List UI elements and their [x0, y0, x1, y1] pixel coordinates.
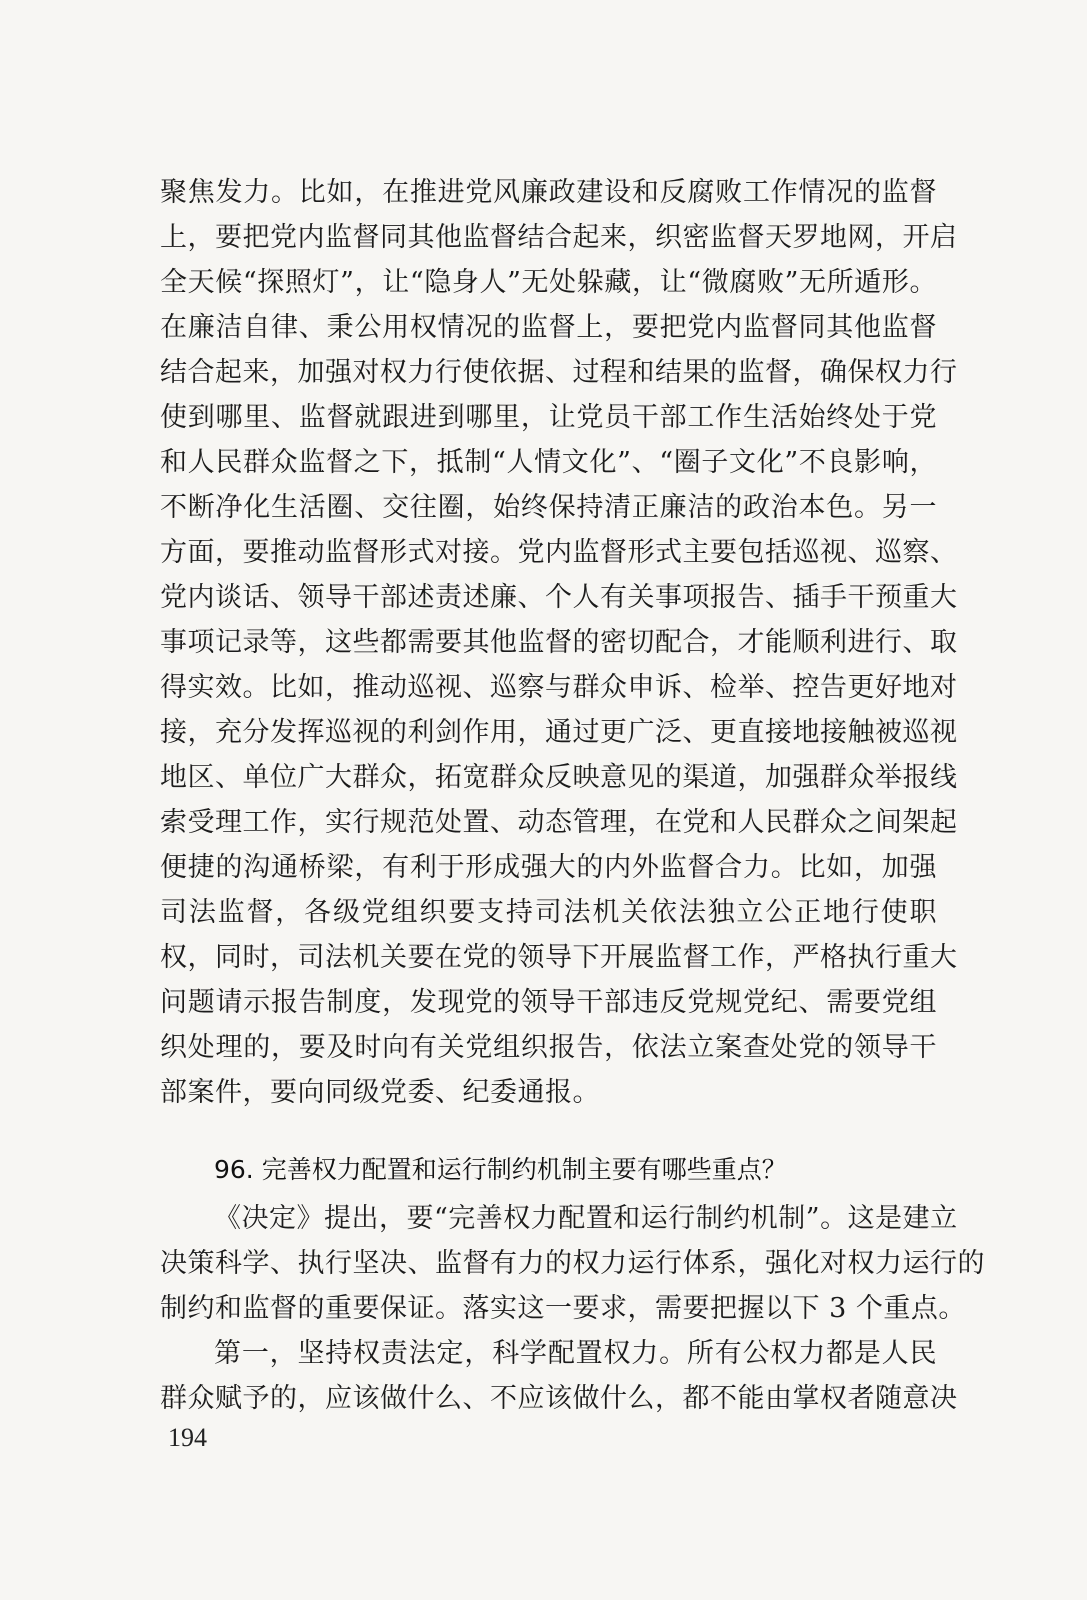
text-line: 《决定》提出，要“完善权力配置和运行制约机制”。这是建立 [214, 1203, 958, 1234]
text-line: 权，同时，司法机关要在党的领导下开展监督工作，严格执行重大 [160, 942, 958, 973]
text-line: 织处理的，要及时向有关党组织报告，依法立案查处党的领导干 [160, 1032, 937, 1063]
text-line: 接，充分发挥巡视的利剑作用，通过更广泛、更直接地接触被巡视 [160, 717, 958, 748]
text-line: 结合起来，加强对权力行使依据、过程和结果的监督，确保权力行 [160, 357, 958, 388]
text-line: 聚焦发力。比如，在推进党风廉政建设和反腐败工作情况的监督 [160, 177, 937, 208]
section-heading: 96. 完善权力配置和运行制约机制主要有哪些重点？ [214, 1155, 787, 1184]
text-line: 决策科学、执行坚决、监督有力的权力运行体系，强化对权力运行的 [160, 1248, 985, 1279]
text-line: 得实效。比如，推动巡视、巡察与群众申诉、检举、控告更好地对 [160, 672, 958, 703]
paragraph-continued [160, 170, 958, 1115]
text-line: 索受理工作，实行规范处置、动态管理，在党和人民群众之间架起 [160, 807, 958, 838]
text-line: 事项记录等，这些都需要其他监督的密切配合，才能顺利进行、取 [160, 627, 958, 658]
text-line: 使到哪里、监督就跟进到哪里，让党员干部工作生活始终处于党 [160, 402, 937, 433]
text-line: 在廉洁自律、秉公用权情况的监督上，要把党内监督同其他监督 [160, 312, 937, 343]
page-number: 194 [168, 1423, 207, 1452]
text-line: 不断净化生活圈、交往圈，始终保持清正廉洁的政治本色。另一 [160, 492, 937, 523]
text-line: 上，要把党内监督同其他监督结合起来，织密监督天罗地网，开启 [160, 222, 958, 253]
paragraph-body [160, 1196, 985, 1421]
text-line: 制约和监督的重要保证。落实这一要求，需要把握以下 3 个重点。 [160, 1293, 966, 1324]
text-line: 便捷的沟通桥梁，有利于形成强大的内外监督合力。比如，加强 [160, 852, 937, 883]
text-line: 全天候“探照灯”，让“隐身人”无处躲藏，让“微腐败”无所遁形。 [160, 267, 937, 298]
text-line: 群众赋予的，应该做什么、不应该做什么，都不能由掌权者随意决 [160, 1383, 958, 1414]
text-line: 党内谈话、领导干部述责述廉、个人有关事项报告、插手干预重大 [160, 582, 958, 613]
text-line: 部案件，要向同级党委、纪委通报。 [160, 1077, 600, 1108]
text-line: 方面，要推动监督形式对接。党内监督形式主要包括巡视、巡察、 [160, 537, 958, 568]
text-line: 第一，坚持权责法定，科学配置权力。所有公权力都是人民 [214, 1338, 937, 1369]
text-line: 问题请示报告制度，发现党的领导干部违反党规党纪、需要党组 [160, 987, 937, 1018]
text-line: 司法监督，各级党组织要支持司法机关依法独立公正地行使职 [160, 897, 937, 928]
text-line: 和人民群众监督之下，抵制“人情文化”、“圈子文化”不良影响， [160, 447, 937, 478]
text-line: 地区、单位广大群众，拓宽群众反映意见的渠道，加强群众举报线 [160, 762, 958, 793]
